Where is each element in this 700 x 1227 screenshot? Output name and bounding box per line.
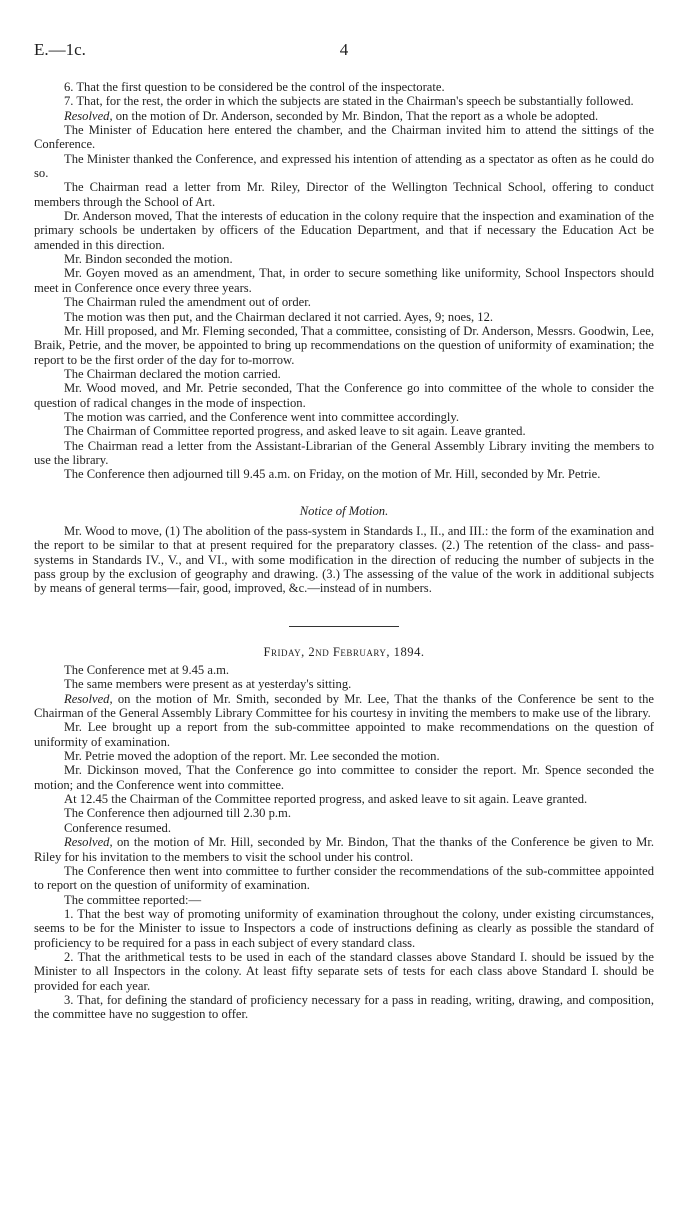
paragraph: Mr. Wood moved, and Mr. Petrie seconded, That the Conference go into committee of the whole to consider the question of radical changes in the mode of inspection. [34, 381, 654, 410]
paragraph: The committee reported:— [64, 892, 202, 907]
paragraph: The Chairman of Committee reported progress, and asked leave to sit again. Leave granted. [64, 424, 526, 439]
paragraph: The Conference then adjourned till 9.45 a.m. on Friday, on the motion of Mr. Hill, seconded by Mr. Petrie. [64, 467, 601, 482]
paragraph: The Conference then adjourned till 2.30 p.m. [64, 806, 291, 821]
paragraph: 7. That, for the rest, the order in which the subjects are stated in the Chairman's speech be substantially followed. [64, 94, 634, 109]
resolved-label: Resolved, [64, 108, 113, 123]
paragraph: The Chairman read a letter from Mr. Riley, Director of the Wellington Technical School, offering to conduct members through the School of Art. [34, 180, 654, 209]
paragraph: The Chairman read a letter from the Assistant-Librarian of the General Assembly Library inviting the members to use the library. [34, 438, 654, 467]
resolved-label: Resolved, [64, 835, 113, 850]
paragraph: The Minister of Education here entered the chamber, and the Chairman invited him to attend the sittings of the Conference. [34, 123, 654, 152]
paragraph: The motion was then put, and the Chairman declared it not carried. Ayes, 9; noes, 12. [64, 309, 494, 324]
minutes-section [34, 80, 654, 482]
paragraph: The Conference then went into committee to further consider the recommendations of the sub-committee appointed to report on the question of uniformity of examination. [34, 863, 654, 893]
paragraph [34, 109, 654, 123]
paragraph: 6. That the first question to be considered be the control of the inspectorate. [64, 80, 445, 94]
resolution-text: on the motion of Dr. Anderson, seconded by Mr. Bindon, That the report as a whole be adopted. [112, 108, 599, 123]
paragraph: The Conference met at 9.45 a.m. [64, 663, 230, 678]
paragraph: The Minister thanked the Conference, and expressed his intention of attending as a spectator as often as he could do so. [34, 151, 654, 181]
paragraph: Mr. Petrie moved the adoption of the report. Mr. Lee seconded the motion. [64, 749, 440, 764]
paragraph: Mr. Bindon seconded the motion. [64, 252, 233, 267]
paragraph: Mr. Hill proposed, and Mr. Fleming seconded, That a committee, consisting of Dr. Anderson, Messrs. Goodwin, Lee, Braik, Petrie, and the mover, be appointed to bring up recommendations on the question of uniformity of examination; the report to be the first order of the day for to-morrow. [34, 323, 654, 367]
resolved-label: Resolved, [64, 691, 113, 706]
notice-text: Mr. Wood to move, (1) The abolition of the pass-system in Standards I., II., and III.: the form of the examination and the report to be similar to that at present required for the preparatory classes. (2.) The retention of the class- and pass-systems in Standards IV., V., and VI., with some modification in the direction of reducing the number of subjects in the pass group by the exclusion of geography and drawing. (3.) The assessing of the value of the work in additional subjects by means of general terms—fair, good, improved, &c.—instead of in numbers. [34, 523, 654, 596]
document-reference: E.—1c. [34, 40, 86, 59]
notice-heading: Notice of Motion. [299, 503, 389, 518]
friday-section [34, 663, 654, 1022]
page-header [34, 40, 654, 64]
paragraph: 3. That, for defining the standard of proficiency necessary for a pass in reading, writing, drawing, and composition, the committee have no suggestion to offer. [34, 992, 654, 1022]
date-heading: Friday, 2nd February, 1894. [263, 644, 425, 659]
paragraph: The Chairman ruled the amendment out of order. [64, 295, 311, 310]
paragraph: Conference resumed. [64, 820, 171, 835]
paragraph: The motion was carried, and the Conference went into committee accordingly. [64, 409, 460, 424]
page-number: 4 [339, 40, 349, 59]
resolution-text: on the motion of Mr. Hill, seconded by Mr. Bindon, That the thanks of the Conference be given to Mr. Riley for his invitation to the members to visit the school under his control. [34, 835, 654, 864]
paragraph: The Chairman declared the motion carried. [64, 366, 281, 381]
paragraph: At 12.45 the Chairman of the Committee reported progress, and asked leave to sit again. Leave granted. [64, 792, 588, 807]
paragraph [34, 692, 654, 721]
paragraph: Mr. Dickinson moved, That the Conference go into committee to consider the report. Mr. Spence seconded the motion; and the Conference went into committee. [34, 763, 654, 792]
paragraph: The same members were present as at yesterday's sitting. [64, 677, 352, 692]
paragraph: 1. That the best way of promoting uniformity of examination throughout the colony, under existing circumstances, seems to be for the Minister to issue to Inspectors a code of instructions defining as clearly as possible the standard of proficiency to be required for a pass in each subject of every standard class. [34, 906, 654, 950]
resolution-text: on the motion of Mr. Smith, seconded by Mr. Lee, That the thanks of the Conference be sent to the Chairman of the General Assembly Library Committee for his courtesy in inviting the members to make use of the library. [34, 691, 654, 721]
paragraph: Mr. Lee brought up a report from the sub-committee appointed to make recommendations on the question of uniformity of examination. [34, 720, 654, 749]
document-body [34, 80, 654, 1022]
paragraph: Mr. Goyen moved as an amendment, That, in order to secure something like uniformity, School Inspectors should meet in Conference once every three years. [34, 266, 654, 295]
paragraph: 2. That the arithmetical tests to be used in each of the standard classes above Standard I. should be issued by the Minister to all Inspectors in the colony. At least fifty separate sets of tests for each class above Standard I. should be provided for each year. [34, 949, 654, 993]
paragraph [34, 835, 654, 864]
paragraph: Dr. Anderson moved, That the interests of education in the colony require that the inspection and examination of the primary schools be undertaken by officers of the Education Department, and that if necessary the Education Act be amended in this direction. [34, 209, 654, 252]
